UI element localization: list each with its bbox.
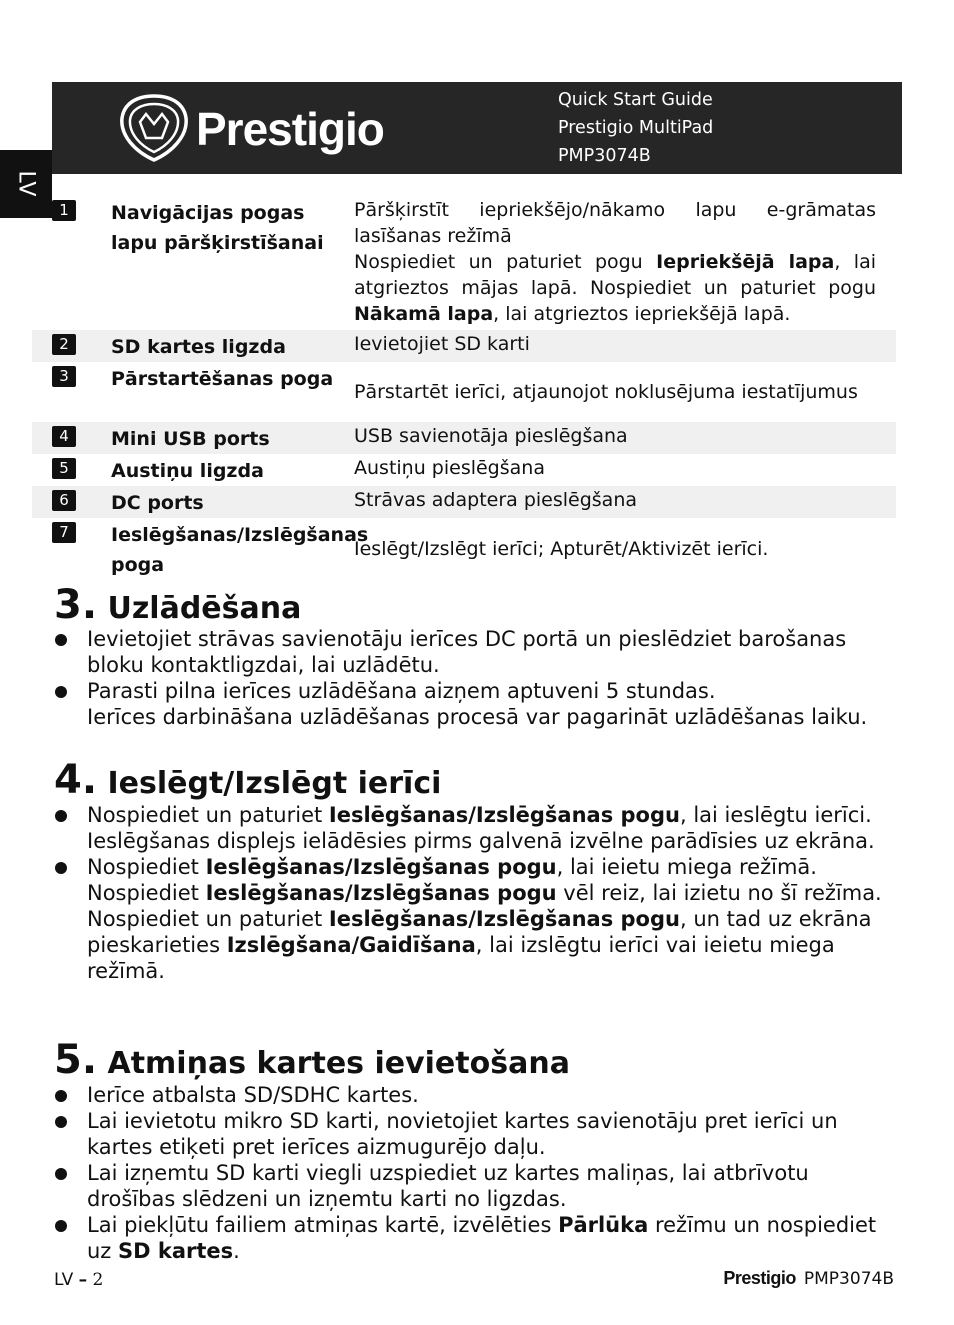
feature-row [32,196,896,330]
feature-number: 4 [52,426,76,447]
model-number: PMP3074B [558,146,651,166]
list-item: Nospiediet Ieslēgšanas/Izslēgšanas pogu, lai ieietu miega režīmā. Nospiediet Ieslēgšanas/Izslēgšanas pogu vēl reiz, lai izietu no šī režīma. Nospiediet un paturiet Ieslēgšanas/Izslēgšanas pogu, un tad uz ekrāna pieskarieties Izslēgšana/Gaidīšana, lai izslēgtu ierīci vai ieietu miega režīmā. [54,854,884,984]
feature-description: Ieslēgt/Izslēgt ierīci; Apturēt/Aktivizēt ierīci. [354,538,769,560]
prestigio-logo [118,92,428,168]
feature-name: Mini USB ports [111,428,270,450]
page-number: LV – 2 [54,1270,104,1290]
feature-description: Pāršķirstīt iepriekšējo/nākamo lapu e-grāmatas lasīšanas režīmā Nospiediet un paturiet pogu Iepriekšējā lapa, lai atgrieztos mājas lapā. Nospiediet un paturiet pogu Nākamā lapa, lai atgrieztos iepriekšējā lapā. [354,199,876,325]
footer-brand [723,1268,894,1289]
list-item: Nospiediet un paturiet Ieslēgšanas/Izslēgšanas pogu, lai ieslēgtu ierīci. Ieslēgšanas displejs ielādēsies pirms galvenā izvēlne parādīsies uz ekrāna. [54,802,884,854]
feature-row [32,330,896,362]
list-item: Lai piekļūtu failiem atmiņas kartē, izvēlēties Pārlūka režīmu un nospiediet uz SD kartes. [54,1212,884,1264]
feature-number: 2 [52,334,76,355]
bullet-icon [55,634,67,646]
feature-name: Austiņu ligzda [111,460,264,482]
feature-number: 7 [52,522,76,543]
list-item: Lai ievietotu mikro SD karti, novietojiet kartes savienotāju pret ierīci un kartes etiķeti pret ierīces aizmugurējo daļu. [54,1108,884,1160]
list-item: Parasti pilna ierīces uzlādēšana aizņem aptuveni 5 stundas. Ierīces darbināšana uzlādēšanas procesā var pagarināt uzlādēšanas laiku. [54,678,884,730]
section-heading-power: 4. Ieslēgt/Izslēgt ierīci [54,757,442,803]
bullet-icon [55,810,67,822]
feature-name: Ieslēgšanas/Izslēgšanas poga [111,524,369,576]
bullet-icon [55,1168,67,1180]
feature-name: Pārstartēšanas poga [111,368,334,390]
feature-number: 5 [52,458,76,479]
feature-row [32,518,896,580]
bullet-icon [55,1220,67,1232]
feature-description: Strāvas adaptera pieslēgšana [354,489,638,511]
feature-name: DC ports [111,492,204,514]
prestigio-mini-logo: Prestigio [723,1268,796,1288]
header-info [558,86,713,170]
list-item: Lai izņemtu SD karti viegli uzspiediet uz kartes maliņas, lai atbrīvotu drošības slēdzeni un izņemtu karti no ligzdas. [54,1160,884,1212]
language-tab: LV [0,150,52,218]
feature-description: Austiņu pieslēgšana [354,457,545,479]
svg-text:Prestigio: Prestigio [196,103,384,155]
feature-name: SD kartes ligzda [111,336,286,358]
feature-number: 6 [52,490,76,511]
bullet-icon [55,1116,67,1128]
header-banner [52,82,902,174]
product-name: Prestigio MultiPad [558,118,714,138]
list-item: Ierīce atbalsta SD/SDHC kartes. [54,1082,884,1108]
footer-model: PMP3074B [803,1268,894,1289]
feature-row [32,486,896,518]
feature-number: 3 [52,366,76,387]
bullet-icon [55,686,67,698]
power-list [54,802,884,984]
section-heading-charging: 3. Uzlādēšana [54,582,302,628]
feature-name: Navigācijas pogas lapu pāršķirstīšanai [111,202,324,254]
feature-table [32,196,896,580]
bullet-icon [55,862,67,874]
charging-list [54,626,884,730]
feature-row [32,454,896,486]
feature-row [32,362,896,422]
list-item: Ievietojiet strāvas savienotāju ierīces DC portā un pieslēdziet barošanas bloku kontaktligzdai, lai uzlādētu. [54,626,884,678]
bullet-icon [55,1090,67,1102]
feature-description: Pārstartēt ierīci, atjaunojot noklusējuma iestatījumus [354,381,858,403]
feature-row [32,422,896,454]
feature-description: USB savienotāja pieslēgšana [354,425,628,447]
feature-description: Ievietojiet SD karti [354,333,530,355]
feature-number: 1 [52,200,76,221]
guide-title: Quick Start Guide [558,90,713,110]
section-heading-memory-card: 5. Atmiņas kartes ievietošana [54,1037,570,1083]
memory-card-list [54,1082,884,1264]
